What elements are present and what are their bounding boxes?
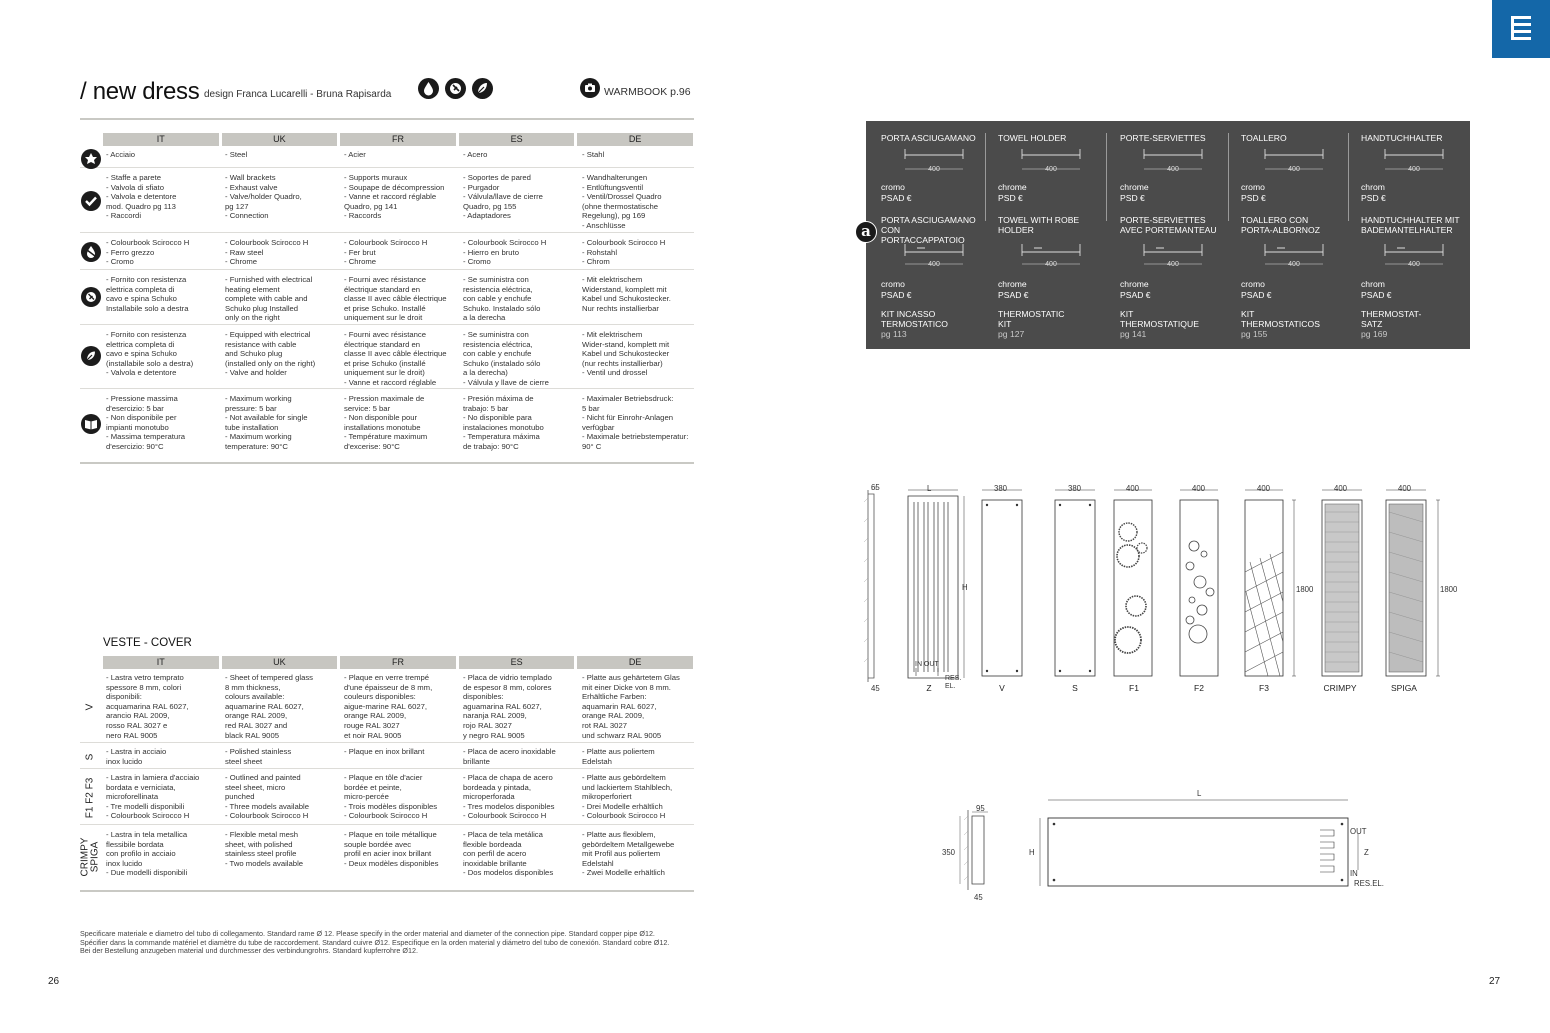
product-header [80, 78, 694, 108]
cover-cell: - Lastra in lamiera d'acciaio bordata e verniciata, microforellinata - Tre modelli disponibili - Colourbook Scirocco H [106, 773, 200, 821]
spec-cell: - Fourni avec résistance électrique standard en classe II avec câble électrique et prise Schuko (installé uniquement sur le droit) - Vanne et raccord réglable [344, 330, 447, 387]
towel-holder-title: PORTA ASCIUGAMANO [881, 133, 976, 143]
cover-cell: - Placa de chapa de acero bordeada y pintada, microperforada - Tres modelos disponibles - Colourbook Scirocco H [463, 773, 555, 821]
lang-header-es: ES [459, 656, 575, 669]
column-separator [1348, 133, 1349, 221]
accessory-column-uk [998, 121, 1102, 349]
cover-row-label [80, 745, 100, 769]
horizontal-model-drawing [940, 790, 1380, 910]
accessories-panel [866, 121, 1470, 349]
side-depth-bottom: 45 [871, 684, 880, 693]
spec-cell: - Acier [344, 150, 366, 159]
spec-cell: - Equipped with electrical resistance with cable and Schuko plug (installed only on the right) - Valve and holder [225, 330, 316, 378]
horiz-depth-top: 95 [976, 804, 985, 813]
robe-holder-title: PORTE-SERVIETTES AVEC PORTEMANTEAU [1120, 215, 1217, 235]
product-title: / new dress [80, 78, 200, 105]
towel-holder-finish: chrome PSD € [1120, 182, 1149, 203]
cover-label-text: S [83, 753, 95, 761]
horiz-side-height: 350 [942, 848, 956, 857]
cover-label-text: CRIMPY SPIGA [79, 837, 100, 877]
robe-holder-finish: chrome PSAD € [1120, 279, 1151, 300]
cover-cell: - Lastra in tela metallica flessibile bordata con profilo in acciaio inox lucido - Due modelli disponibili [106, 830, 188, 878]
towel-holder-finish: cromo PSAD € [881, 182, 912, 203]
side-depth-top: 65 [871, 483, 880, 492]
spec-cell: - Mit elektrischem Wider-stand, komplett mit Kabel und Schukostecker (nur rechts installierbar) - Ventil und drossel [582, 330, 670, 378]
robe-holder-dimension: 400 [1167, 261, 1179, 268]
spec-cell: - Fornito con resistenza elettrica completa di cavo e spina Schuko Installabile solo a destra [106, 275, 189, 313]
model-label-z: Z [926, 683, 932, 693]
spec-row-supplied [80, 171, 694, 233]
cover-cell: - Placa de vidrio templado de espesor 8 mm, colores disponibles: aguamarina RAL 6027, naranja RAL 2009, rojo RAL 3027 y negro RAL 9005 [463, 673, 552, 740]
mixed-icon [81, 346, 101, 366]
model-label-f3: F3 [1259, 683, 1269, 693]
spec-cell: - Fornito con resistenza elettrica completa di cavo e spina Schuko (installabile solo a destra) - Valvola e detentore [106, 330, 194, 378]
cover-cell: - Platte aus flexiblem, gebördeltem Metallgewebe mit Profil aus poliertem Edelstahl - Zwei Modelle erhältlich [582, 830, 675, 878]
model-label-crimpy: CRIMPY [1323, 683, 1357, 693]
cover-cell: - Plaque en inox brillant [344, 747, 425, 756]
spec-row-finish [80, 236, 694, 270]
cover-row-label [80, 671, 100, 743]
horiz-in-label: IN [1350, 869, 1358, 878]
lang-header-de: DE [577, 133, 693, 146]
thermostatic-kit-title: KIT INCASSO TERMOSTATICO [881, 309, 948, 329]
towel-holder-dimension: 400 [1045, 166, 1057, 173]
accessory-column-es [1241, 121, 1345, 349]
material-icon [81, 149, 101, 169]
robe-holder-dimension: 400 [1408, 261, 1420, 268]
column-separator [1228, 133, 1229, 221]
cover-cell: - Flexible metal mesh sheet, with polished stainless steel profile - Two models available [225, 830, 304, 868]
horiz-height-label: H [1029, 848, 1035, 857]
cover-cell: - Outlined and painted steel sheet, micro punched - Three models available - Colourbook Scirocco H [225, 773, 310, 821]
spec-cell: - Se suministra con resistencia eléctrica, con cable y enchufe Schuko (instalado sólo a la derecha) - Válvula y llave de cierre [463, 330, 549, 387]
spec-cell: - Se suministra con resistencia eléctrica, con cable y enchufe Schuko. Instalado sólo a la derecha [463, 275, 541, 323]
cover-row-s [80, 745, 694, 769]
cover-cell: - Placa de acero inoxidable brillante [463, 747, 556, 766]
lang-header-it: IT [103, 133, 219, 146]
width-f3: 400 [1257, 484, 1271, 493]
height-label-h: H [962, 583, 968, 592]
cover-cell: - Plaque en toile métallique souple bordée avec profil en acier inox brillant - Deux modèles disponibles [344, 830, 439, 868]
spec-cell: - Colourbook Scirocco H - Rohstahl - Chrom [582, 238, 666, 267]
thermostatic-kit-page: pg 113 [881, 329, 907, 339]
width-spiga: 400 [1398, 484, 1412, 493]
column-separator [985, 133, 986, 221]
spec-row-electric [80, 273, 694, 325]
accessory-column-fr [1120, 121, 1224, 349]
towel-holder-finish: chrome PSD € [998, 182, 1027, 203]
horiz-z-label: Z [1364, 848, 1369, 857]
thermostatic-kit-title: KIT THERMOSTATICOS [1241, 309, 1320, 329]
width-crimpy: 400 [1334, 484, 1348, 493]
designer-credit: design Franca Lucarelli - Bruna Rapisarda [204, 89, 392, 100]
in-out-label: IN OUT [915, 661, 939, 668]
cover-label-text: F1 F2 F3 [84, 777, 96, 819]
horiz-depth-bottom: 45 [974, 893, 983, 902]
thermostatic-kit-page: pg 155 [1241, 329, 1268, 339]
model-label-s: S [1072, 683, 1078, 693]
towel-holder-finish: chrom PSD € [1361, 182, 1386, 203]
width-f1: 400 [1126, 484, 1140, 493]
spec-cell: - Pressione massima d'esercizio: 5 bar - Non disponibile per impianti monotubo - Massima temperatura d'esercizio: 90°C [106, 394, 186, 451]
divider [80, 890, 694, 892]
page-number-right: 27 [1489, 976, 1501, 987]
cover-cell: - Sheet of tempered glass 8 mm thickness, colours available: aquamarine RAL 6027, orange RAL 2009, red RAL 3027 and black RAL 9005 [225, 673, 314, 740]
accessories-badge: a [855, 221, 877, 243]
spec-cell: - Wandhalterungen - Entlüftungsventil - Ventil/Drossel Quadro (ohne thermostatische Regelung), pg 169 - Anschlüsse [582, 173, 662, 230]
water-drop-icon [418, 78, 439, 99]
spec-cell: - Supports muraux - Soupape de décompression - Vanne et raccord réglable Quadro, pg 141 - Raccords [344, 173, 445, 221]
spec-cell: - Maximaler Betriebsdruck: 5 bar - Nicht für Einrohr-Anlagen verfügbar - Maximale betriebstemperatur: 90° C [582, 394, 689, 451]
horiz-width-label: L [1197, 789, 1202, 798]
divider [80, 462, 694, 464]
towel-holder-finish: cromo PSD € [1241, 182, 1266, 203]
lang-header-uk: UK [222, 133, 338, 146]
mixed-leaf-icon [472, 78, 493, 99]
spec-cell: - Stahl [582, 150, 605, 159]
warmbook-reference [580, 78, 691, 98]
towel-holder-title: HANDTUCHHALTER [1361, 133, 1443, 143]
spec-cell: - Wall brackets - Exhaust valve - Valve/holder Quadro, pg 127 - Connection [225, 173, 302, 221]
radiator-symbol-icon [1509, 14, 1533, 44]
width-label-l: L [927, 484, 932, 493]
feature-icons [418, 78, 493, 99]
spec-cell: - Staffe a parete - Valvola di sfiato - Valvola e detentore mod. Quadro pg 113 - Raccordi [106, 173, 177, 221]
cover-cell: - Platte aus gebördeltem und lackiertem Stahlblech, mikroperforiert - Drei Modelle erhältlich - Colourbook Scirocco H [582, 773, 673, 821]
warmbook-label: WARMBOOK p.96 [604, 86, 691, 98]
supplied-check-icon [81, 191, 101, 211]
water-finish-icon [81, 242, 101, 262]
cover-section-title: VESTE - COVER [103, 637, 192, 649]
robe-holder-dimension: 400 [1045, 261, 1057, 268]
cover-cell: - Plaque en verre trempé d'une épaisseur de 8 mm, couleurs disponibles: aigue-marine RAL 6027, orange RAL 2009, rouge RAL 3027 et noir RAL 9005 [344, 673, 433, 740]
lang-header-it: IT [103, 656, 219, 669]
towel-holder-title: TOALLERO [1241, 133, 1287, 143]
spec-cell: - Steel [225, 150, 248, 159]
divider [80, 118, 694, 120]
towel-holder-title: TOWEL HOLDER [998, 133, 1067, 143]
column-separator [1106, 133, 1107, 221]
cover-cell: - Platte aus poliertem Edelstah [582, 747, 655, 766]
accessory-column-it [881, 121, 985, 349]
robe-holder-title: TOALLERO CON PORTA-ALBORNOZ [1241, 215, 1320, 235]
robe-holder-title: TOWEL WITH ROBE HOLDER [998, 215, 1080, 235]
section-tab [1492, 0, 1550, 58]
width-f2: 400 [1192, 484, 1206, 493]
spec-row-technical [80, 392, 694, 456]
cover-row-label [80, 771, 100, 825]
footnote: Specificare materiale e diametro del tubo di collegamento. Standard rame Ø 12. Please specify in the order material and diameter of the connection pipe. Standard copper pipe Ø12. Spécifier dans la commande matériel et diamètre du tube de raccordement. Standard cuivre Ø12. Especifique en la orden material y diámetro del tubo de conexión. Standard cobre Ø12. Bei der Bestellung anzugeben material und durchmesser des verbindungrohrs. Standard kupferrohre Ø12. [80, 929, 670, 956]
model-label-f1: F1 [1129, 683, 1139, 693]
res-el-label: RES. EL. [945, 675, 962, 690]
cover-cell: - Platte aus gehärtetem Glas mit einer Dicke von 8 mm. Erhältliche Farben: aquamarin RAL 6027, orange RAL 2009, rot RAL 3027 und schwarz RAL 9005 [582, 673, 680, 740]
towel-holder-title: PORTE-SERVIETTES [1120, 133, 1206, 143]
thermostatic-kit-title: KIT THERMOSTATIQUE [1120, 309, 1199, 329]
page-number-left: 26 [48, 976, 60, 987]
thermostatic-kit-title: THERMOSTAT- SATZ [1361, 309, 1422, 329]
spec-cell: - Colourbook Scirocco H - Hierro en bruto - Cromo [463, 238, 547, 267]
cover-header-row [103, 656, 693, 669]
height-f3: 1800 [1296, 585, 1314, 594]
model-label-f2: F2 [1194, 683, 1204, 693]
spec-cell: - Colourbook Scirocco H - Fer brut - Chrome [344, 238, 428, 267]
cover-cell: - Placa de tela metálica flexible bordeada con perfil de acero inoxidable brillante - Dos modelos disponibles [463, 830, 554, 878]
robe-holder-finish: cromo PSAD € [881, 279, 912, 300]
robe-holder-finish: cromo PSAD € [1241, 279, 1272, 300]
lang-header-es: ES [459, 133, 575, 146]
spec-cell: - Acciaio [106, 150, 136, 159]
accessory-column-de [1361, 121, 1469, 349]
lang-header-fr: FR [340, 133, 456, 146]
spec-cell: - Pression maximale de service: 5 bar - Non disponible pour installations monotube - Température maximum d'excerise: 90°C [344, 394, 428, 451]
cover-row-f [80, 771, 694, 825]
width-v: 380 [994, 484, 1008, 493]
spec-cell: - Colourbook Scirocco H - Ferro grezzo - Cromo [106, 238, 190, 267]
cover-row-v [80, 671, 694, 743]
horiz-out-label: OUT [1350, 827, 1367, 836]
robe-holder-finish: chrome PSAD € [998, 279, 1029, 300]
model-label-spiga: SPIGA [1391, 683, 1417, 693]
robe-holder-dimension: 400 [928, 261, 940, 268]
spec-row-mixed [80, 328, 694, 389]
robe-holder-finish: chrom PSAD € [1361, 279, 1392, 300]
cover-cell: - Polished stainless steel sheet [225, 747, 292, 766]
robe-holder-title: PORTA ASCIUGAMANO CON PORTACCAPPATOIO [881, 215, 976, 245]
width-s: 380 [1068, 484, 1082, 493]
lang-header-fr: FR [340, 656, 456, 669]
spec-header-row [103, 133, 693, 146]
cover-cell: - Plaque en tôle d'acier bordée et peinte, micro-percée - Trois modèles disponibles - Colourbook Scirocco H [344, 773, 438, 821]
cover-cell: - Lastra in acciaio inox lucido [106, 747, 167, 766]
thermostatic-kit-page: pg 169 [1361, 329, 1388, 339]
spec-row-material [80, 148, 694, 168]
spec-cell: - Furnished with electrical heating element complete with cable and Schuko plug Installed only on the right [225, 275, 313, 323]
spec-cell: - Fourni avec résistance électrique standard en classe II avec câble électrique et prise Schuko. Installé uniquement sur le droit [344, 275, 447, 323]
electric-icon [81, 287, 101, 307]
spec-cell: - Maximum working pressure: 5 bar - Not available for single tube installation - Maximum working temperature: 90°C [225, 394, 308, 451]
spec-cell: - Colourbook Scirocco H - Raw steel - Chrome [225, 238, 309, 267]
model-label-v: V [999, 683, 1005, 693]
spec-cell: - Soportes de pared - Purgador - Válvula/llave de cierre Quadro, pg 155 - Adaptadores [463, 173, 543, 221]
lang-header-de: DE [577, 656, 693, 669]
towel-holder-dimension: 400 [1288, 166, 1300, 173]
towel-holder-dimension: 400 [1408, 166, 1420, 173]
electric-plug-icon [445, 78, 466, 99]
camera-icon [580, 78, 600, 98]
thermostatic-kit-page: pg 141 [1120, 329, 1147, 339]
horiz-res-label: RES.EL. [1354, 879, 1384, 888]
cover-row-label [80, 828, 100, 886]
spec-cell: - Mit elektrischem Widerstand, komplett mit Kabel und Schukostecker. Nur rechts installierbar [582, 275, 671, 313]
thermostatic-kit-title: THERMOSTATIC KIT [998, 309, 1065, 329]
spec-cell: - Presión máxima de trabajo: 5 bar - No disponible para instalaciones monotubo - Temperatura máxima de trabajo: 90°C [463, 394, 544, 451]
cover-label-text: V [83, 703, 95, 711]
lang-header-uk: UK [222, 656, 338, 669]
height-spiga: 1800 [1440, 585, 1458, 594]
cover-row-mesh [80, 828, 694, 886]
vertical-models-drawing [860, 482, 1470, 697]
towel-holder-dimension: 400 [1167, 166, 1179, 173]
cover-cell: - Lastra vetro temprato spessore 8 mm, colori disponibili: acquamarina RAL 6027, arancio RAL 2009, rosso RAL 3027 e nero RAL 9005 [106, 673, 189, 740]
thermostatic-kit-page: pg 127 [998, 329, 1025, 339]
robe-holder-title: HANDTUCHHALTER MIT BADEMANTELHALTER [1361, 215, 1460, 235]
spec-cell: - Acero [463, 150, 488, 159]
book-icon [81, 414, 101, 434]
robe-holder-dimension: 400 [1288, 261, 1300, 268]
towel-holder-dimension: 400 [928, 166, 940, 173]
